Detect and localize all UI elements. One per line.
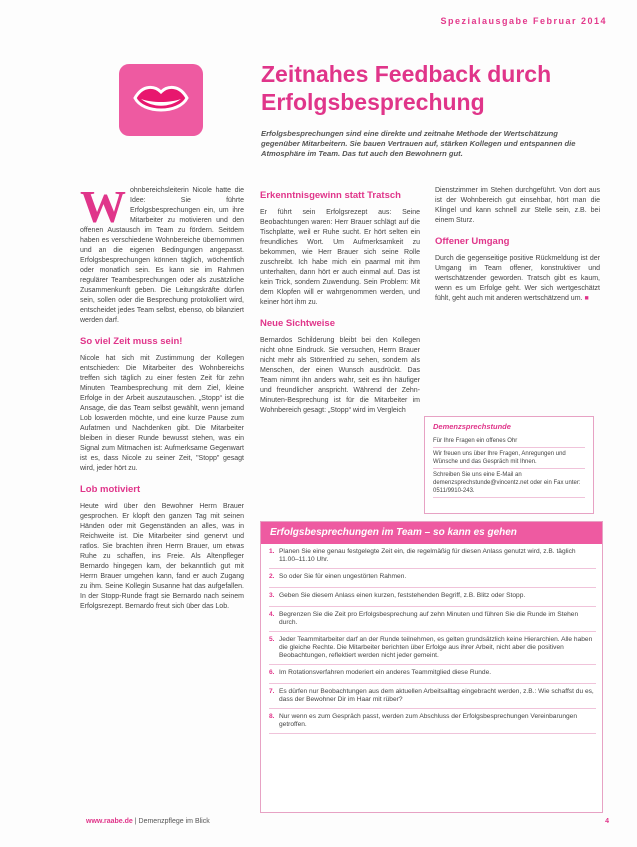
step-number: 4. <box>269 611 275 618</box>
dropcap: W <box>80 181 126 232</box>
step-number: 7. <box>269 688 275 695</box>
lips-icon <box>133 82 189 118</box>
step-number: 1. <box>269 548 275 555</box>
issue-label: Spezialausgabe Februar 2014 <box>440 16 607 26</box>
infobox-line: Schreiben Sie uns eine E-Mail an demenzsprechstunde@vincentz.net oder ein Fax unter: 0511/9910-243. <box>433 469 585 498</box>
column-3 <box>435 186 600 304</box>
section6-paragraph <box>435 254 600 304</box>
section6-heading: Offener Umgang <box>435 236 510 247</box>
steps-title: Erfolgsbesprechungen im Team – so kann es gehen <box>261 522 602 544</box>
article-lead: Erfolgsbesprechungen sind eine direkte und zeitnahe Methode der Wertschätzung gegenüber Mitarbeitern. Sie bauen Vertrauen auf, stärken Kollegen und entspannen die Atmosphäre im Team. Das tut auch den Bewohnern gut. <box>261 129 576 158</box>
step-item <box>269 544 596 569</box>
column-2 <box>260 190 420 416</box>
section6-text: Durch die gegenseitige positive Rückmeldung ist der Umgang im Team offener, konstruktiver und wertschätzender geworden. Tratsch gibt es kaum, wenn es um Erfolge geht. Wer sich wertgeschätzt fühlt, geht auch mit anderen wertschätzend um. <box>435 255 600 302</box>
step-text: Begrenzen Sie die Zeit pro Erfolgsbesprechung auf zehn Minuten und führen Sie die Runde im Stehen durch. <box>279 611 579 626</box>
footer-site-link[interactable]: www.raabe.de <box>86 818 133 825</box>
step-item <box>269 569 596 588</box>
section1-heading: So viel Zeit muss sein! <box>80 336 183 347</box>
step-number: 6. <box>269 669 275 676</box>
section1-text: Nicole hat sich mit Zustimmung der Kollegen entschieden: Die Mitarbeiter des Wohnbereichs treffen sich täglich zu einer festen Zeit für zehn Minuten Teambesprechung mit dem Ziel, kleine Erfolge in der Arbeit auszutauschen. „Stopp“ ist die Ansage, die das Team selbst gewählt, wenn jemand Lob loswerden möchte, und eine kurze Pause zum Aufatmen und Nachdenken gibt. Die Mitarbeiter bleiben in dieser Runde bewusst stehen, was ein Signal zum Mitmachen ist: Aufmerksame Gegenwart ist es, dass Nicole zu seiner Zeit, "Stopp" gesagt wird, jeder hört zu. <box>80 355 244 472</box>
step-text: Nur wenn es zum Gespräch passt, werden zum Abschluss der Erfolgsbesprechungen Vereinbarungen getroffen. <box>279 713 577 728</box>
step-number: 5. <box>269 636 275 643</box>
footer <box>86 818 210 825</box>
intro-text: ohnbereichsleiterin Nicole hatte die Idee: Sie führte Erfolgsbesprechungen ein, um ihre Mitarbeiter zu motivieren und den offenen Austausch im Team zu fördern. Seitdem haben es verschiedene Wohnbereiche übernommen und an die eigenen Bedingungen angepasst. Erfolgsbesprechungen können täglich, wöchentlich oder monatlich sein. Es kann sie im Rahmen regulärer Teambesprechungen oder als zusätzliche Zusammenkunft geben. Die Leitungskräfte dürfen sein, sollen oder die Besprechung protokolliert wird, entscheidet jedes Team selbst, ebenso, ob bilanziert werden darf. <box>80 187 244 324</box>
step-text: Es dürfen nur Beobachtungen aus dem aktuellen Arbeitsalltag eingebracht werden, z.B.: Wie schaffst du es, dass der Bewohner Dir im Haar mit rüber? <box>279 688 594 703</box>
column-1 <box>80 181 244 612</box>
step-number: 3. <box>269 592 275 599</box>
step-item <box>269 588 596 607</box>
step-text: Im Rotationsverfahren moderiert ein anderes Teammitglied diese Runde. <box>279 669 492 676</box>
dementia-hotline-box <box>424 416 594 514</box>
page-number: 4 <box>605 818 609 825</box>
step-item <box>269 709 596 734</box>
step-text: Geben Sie diesem Anlass einen kurzen, feststehenden Begriff, z.B. Blitz oder Stopp. <box>279 592 526 599</box>
section2-text: Heute wird über den Bewohner Herrn Brauer gesprochen. Er klopft den ganzen Tag mit seinen Händen oder mit Gegenständen an alles, was in Reichweite ist. Die Mitarbeiter sind genervt und ratlos. Sie brachten ihren Herrn Brauer, um etwas Ruhe zu schaffen, ins Freie. Als Altenpfleger Bernardo hingegen kam, der bekanntlich gut mit Herrn Brauer umgehen kann, fand er auch Zugang zu ihm. Seine Kollegin Susanne hat das aufgefallen. In der Stopp-Runde fragt sie Bernardo nach seinem Erfolgsrezept. Bernardo freut sich über das Lob. <box>80 503 244 610</box>
section4-heading: Neue Sichtweise <box>260 318 335 329</box>
end-mark: ■ <box>584 295 589 302</box>
steps-box <box>260 521 603 813</box>
step-number: 8. <box>269 713 275 720</box>
step-number: 2. <box>269 573 275 580</box>
section4-text: Bernardos Schilderung bleibt bei den Kollegen nicht ohne Eindruck. Sie versuchen, Herrn Brauer nicht mehr als Störenfried zu sehen, sondern als Menschen, der einen Wunsch ausdrückt. Das Team nimmt ihn anders wahr, seit es ihn häufiger und freundlicher anspricht. Während der Zehn-Minuten-Besprechung ist für die Mitarbeiter im Wohnbereich gesagt: „Stopp“ wird im Vergleich <box>260 337 420 414</box>
infobox-line: Wir freuen uns über Ihre Fragen, Anregungen und Wünsche und das Gespräch mit Ihnen. <box>433 448 585 469</box>
footer-separator: | <box>134 818 139 825</box>
section5-text: Dienstzimmer im Stehen durchgeführt. Von dort aus ist der Wohnbereich gut einsehbar, hört man die Klingel und kann schnell zur Stelle sein, z.B. bei einem Sturz. <box>435 187 600 224</box>
section3-heading: Erkenntnisgewinn statt Tratsch <box>260 190 401 201</box>
step-text: Jeder Teammitarbeiter darf an der Runde teilnehmen, es gelten grundsätzlich keine Hierarchien. Alle haben die gleiche Rechte. Die Mitarbeiter berichten über Erfolge aus ihrer Arbeit, nicht aber die positiven Beobachtungen, reflektiert werden nicht jeder gemeint. <box>279 636 593 659</box>
step-item <box>269 665 596 684</box>
step-item <box>269 632 596 665</box>
step-item <box>269 684 596 709</box>
infobox-line: Für Ihre Fragen ein offenes Ohr <box>433 435 585 448</box>
footer-label: Demenzpflege im Blick <box>138 818 210 825</box>
intro-paragraph <box>80 181 244 326</box>
logo-box <box>119 64 203 136</box>
step-item <box>269 607 596 632</box>
section2-heading: Lob motiviert <box>80 484 141 495</box>
section3-text: Er führt sein Erfolgsrezept aus: Seine Beobachtungen waren: Herr Brauer schlägt auf die Tischplatte, weil er Ruhe sucht. Er hört selten ein freundliches Wort. Um Aufmerksamkeit zu bekommen, wie Herr Brauer sich seine Rolle zuschreibt. Ich habe mich ein paarmal mit ihm unterhalten, dann hört er auch einmal auf. Das ist kein Trick, sondern Zuwendung. Sein Problem: Mit dem Klopfen will er wahrgenommen werden, und keiner hört ihm zu. <box>260 209 420 306</box>
step-text: So oder Sie für einen ungestörten Rahmen. <box>279 573 407 580</box>
step-text: Planen Sie eine genau festgelegte Zeit ein, die regelmäßig für diesen Anlass genutzt wird, z.B. täglich 11.00–11.10 Uhr. <box>279 548 576 563</box>
infobox-title: Demenzsprechstunde <box>433 422 511 431</box>
article-title: Zeitnahes Feedback durch Erfolgsbesprechung <box>261 61 552 115</box>
